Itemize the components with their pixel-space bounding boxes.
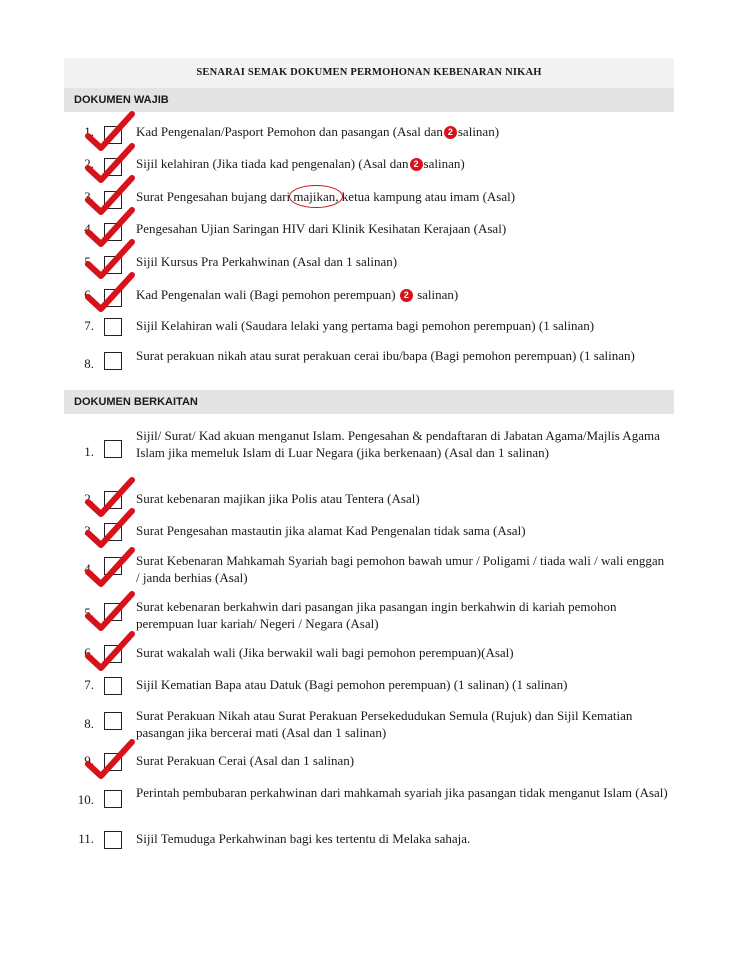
red-checkmark-icon: [84, 507, 136, 551]
item-text: Surat Pengesahan mastautin jika alamat Kad Pengenalan tidak sama (Asal): [136, 523, 526, 538]
item-number: 10.: [77, 792, 94, 807]
item-number: 6.: [84, 287, 94, 302]
item-text: Perintah pembubaran perkahwinan dari mahkamah syariah jika pasangan tidak menganut Islam (Asal): [136, 785, 668, 800]
item-number: 2.: [84, 491, 94, 506]
item-text: Surat perakuan nikah atau surat perakuan cerai ibu/bapa (Bagi pemohon perempuan) (1 salinan): [136, 348, 635, 363]
count-badge: 2: [444, 126, 457, 139]
item-text: Sijil Kursus Pra Perkahwinan (Asal dan 1 salinan): [136, 254, 398, 269]
item-text-part: Kad Pengenalan wali (Bagi pemohon perempuan): [136, 287, 399, 302]
count-badge: 2: [400, 289, 413, 302]
item-text: Pengesahan Ujian Saringan HIV dari Klinik Kesihatan Kerajaan (Asal): [136, 221, 507, 236]
item-text: [136, 287, 671, 304]
section-heading-dokumen-berkaitan: DOKUMEN BERKAITAN: [64, 390, 674, 414]
item-text: Surat Perakuan Nikah atau Surat Perakuan Persekedudukan Semula (Rujuk) dan Sijil Kematian pasangan jika bercerai mati (Asal dan 1 salinan): [136, 708, 633, 740]
item-text: Sijil Temuduga Perkahwinan bagi kes tertentu di Melaka sahaja.: [136, 831, 471, 846]
checkbox[interactable]: [104, 677, 122, 695]
item-number: 6.: [84, 645, 94, 660]
item-text-part: salinan): [413, 287, 459, 302]
item-text-part: Surat Pengesahan bujang dari: [136, 189, 294, 204]
item-text: Sijil Kematian Bapa atau Datuk (Bagi pemohon perempuan) (1 salinan) (1 salinan): [136, 677, 568, 692]
count-badge: 2: [410, 158, 423, 171]
red-checkmark-icon: [84, 271, 136, 315]
item-number: 4.: [84, 561, 94, 576]
checkbox[interactable]: [104, 440, 122, 458]
item-number: 11.: [78, 831, 94, 846]
item-number: 4.: [84, 221, 94, 236]
checkbox[interactable]: [104, 352, 122, 370]
checkbox[interactable]: [104, 712, 122, 730]
checkbox[interactable]: [104, 790, 122, 808]
item-text: [136, 124, 671, 141]
red-checkmark-icon: [84, 630, 136, 674]
item-number: 2.: [84, 156, 94, 171]
item-number: 3.: [84, 189, 94, 204]
item-text: Sijil Kelahiran wali (Saudara lelaki yang pertama bagi pemohon perempuan) (1 salinan): [136, 318, 595, 333]
red-checkmark-icon: [84, 546, 136, 590]
item-number: 3.: [84, 523, 94, 538]
item-text: Surat kebenaran majikan jika Polis atau Tentera (Asal): [136, 491, 420, 506]
item-text-part: majikan,: [293, 189, 339, 204]
item-number: 7.: [84, 677, 94, 692]
item-text: Surat Kebenaran Mahkamah Syariah bagi pemohon bawah umur / Poligami / tiada wali / wali enggan / janda berhias (Asal): [136, 553, 665, 585]
item-text-part: Kad Pengenalan/Pasport Pemohon dan pasangan (Asal dan: [136, 124, 443, 139]
item-text-part: ketua kampung atau imam (Asal): [338, 189, 516, 204]
item-text: Surat wakalah wali (Jika berwakil wali bagi pemohon perempuan)(Asal): [136, 645, 514, 660]
red-checkmark-icon: [84, 738, 136, 782]
item-text-part: salinan): [423, 156, 465, 171]
item-text-part: salinan): [457, 124, 500, 139]
item-text: [136, 156, 671, 173]
document-title: SENARAI SEMAK DOKUMEN PERMOHONAN KEBENARAN NIKAH: [64, 58, 674, 88]
item-number: 5.: [84, 605, 94, 620]
item-text-part: Sijil kelahiran (Jika tiada kad pengenalan) (Asal dan: [136, 156, 409, 171]
checkbox[interactable]: [104, 318, 122, 336]
item-number: 9.: [84, 753, 94, 768]
item-number: 5.: [84, 254, 94, 269]
red-circle-annotation: [289, 185, 342, 208]
item-number: 1.: [84, 444, 94, 459]
item-number: 1.: [84, 124, 94, 139]
item-number: 8.: [84, 716, 94, 731]
item-text: Surat kebenaran berkahwin dari pasangan jika pasangan ingin berkahwin di kariah pemohon perempuan luar kariah/ Negeri / Negara (Asal): [136, 599, 617, 631]
item-text: Sijil/ Surat/ Kad akuan menganut Islam. Pengesahan & pendaftaran di Jabatan Agama/Majlis Agama Islam jika memeluk Islam di Luar Negara (jika berkenaan) (Asal dan 1 salinan): [136, 428, 660, 460]
section-heading-dokumen-wajib: DOKUMEN WAJIB: [64, 88, 674, 112]
item-number: 8.: [84, 356, 94, 371]
checkbox[interactable]: [104, 831, 122, 849]
item-text: [136, 189, 671, 206]
item-text: Surat Perakuan Cerai (Asal dan 1 salinan): [136, 753, 355, 768]
item-number: 7.: [84, 318, 94, 333]
circled-word: [293, 189, 338, 204]
red-checkmark-icon: [84, 590, 136, 634]
